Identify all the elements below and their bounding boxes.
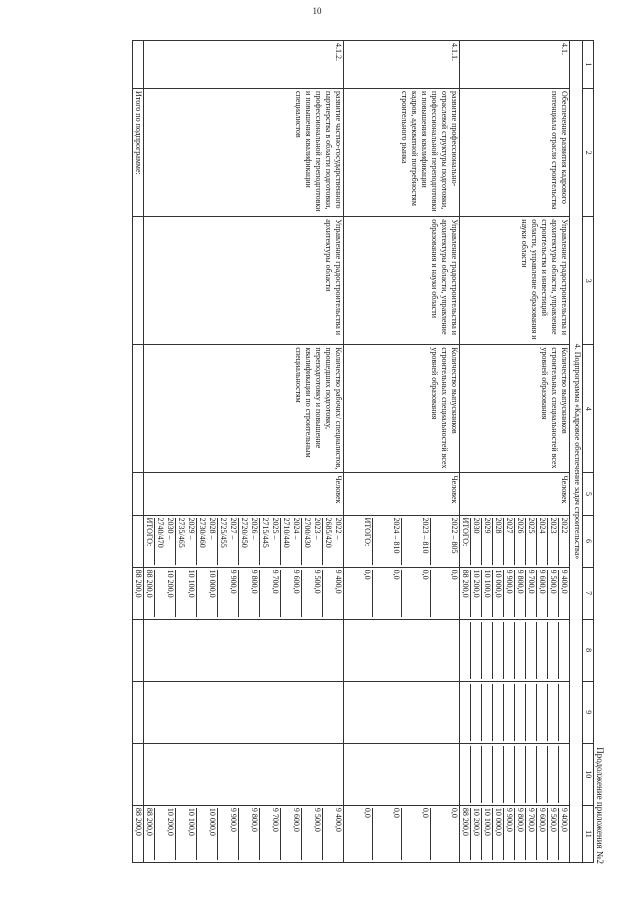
col7-values (344, 567, 460, 619)
row-number: 4.1. (460, 41, 570, 89)
value-cell: 9 700,0 (259, 808, 280, 860)
continuation-label: Продолжение приложения №2 (595, 747, 605, 864)
unit: Человек (344, 473, 460, 515)
year-item: ИТОГО: (461, 517, 470, 547)
executor: Управление градостроительства и архитектуры области, управление строительства и инвестиций области, управление образования и науки области (460, 217, 570, 345)
value-cell: 10 100,0 (481, 808, 492, 860)
value-cell: 88 200,0 (145, 807, 154, 836)
unit: Человек (144, 473, 344, 515)
col10-empty (344, 743, 460, 805)
col-number: 6 (583, 515, 594, 567)
executor: Управление градостроительства и архитектуры области, управление образования и науки области (344, 217, 460, 345)
col7-values (144, 567, 344, 619)
indicator: Количество выпускников строительных специальностей всех уровней образования (460, 345, 570, 473)
value-cell: 10 200,0 (154, 570, 175, 617)
value-cell: 10 100,0 (481, 570, 492, 617)
col7-values (460, 567, 570, 619)
year-item: 2024 – 810 (372, 518, 401, 565)
column-number-row (583, 41, 594, 863)
year-item: 2028 (492, 518, 503, 565)
year-item: 2028 – 2730/460 (196, 518, 217, 565)
value-cell: 9 900,0 (217, 570, 238, 617)
indicator: Количество рабочих/ специалистов, прошедших подготовку, переподготовку и повышение квалификации по строительным специальностям (144, 345, 344, 473)
year-item: 2027 – 2725/455 (217, 518, 238, 565)
value-cell: 0,0 (401, 570, 430, 617)
col-number: 1 (583, 41, 594, 89)
year-item: 2025 – 2715/445 (259, 518, 280, 565)
value-cell: 0,0 (363, 807, 372, 818)
year-item: 2030 – 2740/470 (154, 518, 175, 565)
executor: Управление градостроительства и архитектуры области (144, 217, 344, 345)
col-number: 8 (583, 619, 594, 681)
year-item: 2023 – 810 (401, 518, 430, 565)
value-cell: 9 600,0 (536, 570, 547, 617)
col11-values (344, 805, 460, 862)
value-cell: 10 000,0 (492, 808, 503, 860)
years-list (460, 515, 570, 567)
col8-empty (344, 619, 460, 681)
year-item: 2026 – 2720/450 (238, 518, 259, 565)
years-list (344, 515, 460, 567)
unit: Человек (460, 473, 570, 515)
year-item: 2023 – 2700/430 (301, 518, 322, 565)
col9-empty (460, 681, 570, 743)
measure-name: развитие профессионально-отраслевой структуры подготовки, профессиональной переподготовки и повышения квалификации кадров, адекватной потребностям строительного рынка (344, 89, 460, 217)
year-item: 2024 (536, 518, 547, 565)
col9-empty (144, 681, 344, 743)
value-cell: 0,0 (430, 808, 459, 860)
col-number: 4 (583, 345, 594, 473)
value-cell: 9 700,0 (525, 570, 536, 617)
year-item: ИТОГО: (363, 517, 372, 547)
year-item: 2029 – 2735/465 (175, 518, 196, 565)
table-row (144, 41, 344, 863)
year-item: 2025 (525, 518, 536, 565)
col8-empty (460, 619, 570, 681)
measure-name: развитие частно-государственного партнерства в области подготовки, профессиональной переподготовки и повышения квалификации специалистов (144, 89, 344, 217)
value-cell: 9 900,0 (503, 808, 514, 860)
value-cell: 88 200,0 (461, 807, 470, 836)
subprogram-title-row (570, 41, 583, 863)
value-cell: 10 200,0 (470, 808, 481, 860)
value-cell: 9 400,0 (558, 570, 569, 617)
years-list (144, 515, 344, 567)
col10-empty (144, 743, 344, 805)
col11-values (460, 805, 570, 862)
value-cell: 9 400,0 (322, 808, 343, 860)
col-number: 10 (583, 743, 594, 805)
year-item: 2027 (503, 518, 514, 565)
value-cell: 10 100,0 (175, 808, 196, 860)
row-number: 4.1.1. (344, 41, 460, 89)
value-cell: 9 900,0 (503, 570, 514, 617)
col11-values (144, 805, 344, 862)
value-cell: 10 000,0 (196, 570, 217, 617)
value-cell: 9 800,0 (238, 808, 259, 860)
col8-empty (144, 619, 344, 681)
rotated-table-page (53, 30, 608, 872)
year-item: 2023 (547, 518, 558, 565)
col-number: 7 (583, 567, 594, 619)
value-cell: 9 400,0 (322, 570, 343, 617)
value-cell: 10 200,0 (154, 808, 175, 860)
value-cell: 9 600,0 (536, 808, 547, 860)
value-cell: 0,0 (372, 570, 401, 617)
value-cell: 9 900,0 (217, 808, 238, 860)
col-number: 11 (583, 805, 594, 862)
col-number: 5 (583, 473, 594, 515)
total-label: Итого по подпрограмме: (133, 89, 144, 217)
value-cell: 9 600,0 (280, 808, 301, 860)
value-cell: 9 600,0 (280, 570, 301, 617)
value-cell: 0,0 (430, 570, 459, 617)
value-cell: 10 000,0 (492, 570, 503, 617)
value-cell: 10 000,0 (196, 808, 217, 860)
col-number: 3 (583, 217, 594, 345)
table-row (460, 41, 570, 863)
year-item: 2022 (558, 518, 569, 565)
year-item: 2022 – 2685/420 (322, 518, 343, 565)
subprogram-table (132, 40, 594, 863)
value-cell: 9 500,0 (547, 570, 558, 617)
value-cell: 10 100,0 (175, 570, 196, 617)
value-cell: 9 800,0 (514, 808, 525, 860)
value-cell: 9 500,0 (301, 570, 322, 617)
subprogram-title: 4. Подпрограмма «Кадровое обеспечение задач строительства» (570, 41, 583, 863)
table-row (344, 41, 460, 863)
value-cell: 9 800,0 (514, 570, 525, 617)
value-cell: 88 200,0 (145, 569, 154, 598)
value-cell: 9 700,0 (259, 570, 280, 617)
total-row (133, 41, 144, 863)
value-cell: 0,0 (363, 569, 372, 580)
value-cell: 0,0 (372, 808, 401, 860)
value-cell: 9 800,0 (238, 570, 259, 617)
value-cell: 10 200,0 (470, 570, 481, 617)
col-number: 2 (583, 89, 594, 217)
year-item: 2026 (514, 518, 525, 565)
value-cell: 9 500,0 (547, 808, 558, 860)
value-cell: 88 200,0 (461, 569, 470, 598)
row-number: 4.1.2. (144, 41, 344, 89)
value-cell: 9 500,0 (301, 808, 322, 860)
indicator: Количество выпускников строительных специальностей всех уровней образования (344, 345, 460, 473)
value-cell: 9 700,0 (525, 808, 536, 860)
year-item: 2030 (470, 518, 481, 565)
year-item: 2024 – 2710/440 (280, 518, 301, 565)
measure-name: Обеспечение развития кадрового потенциала отрасли строительства (460, 89, 570, 217)
page-number: 10 (312, 6, 322, 16)
col-number: 9 (583, 681, 594, 743)
value-cell: 0,0 (401, 808, 430, 860)
year-item: 2022 – 805 (430, 518, 459, 565)
value-cell: 9 400,0 (558, 808, 569, 860)
year-item: 2029 (481, 518, 492, 565)
year-item: ИТОГО: (145, 517, 154, 547)
total-col7: 88 200,0 (133, 567, 144, 619)
col9-empty (344, 681, 460, 743)
col10-empty (460, 743, 570, 805)
total-col11: 88 200,0 (133, 805, 144, 862)
